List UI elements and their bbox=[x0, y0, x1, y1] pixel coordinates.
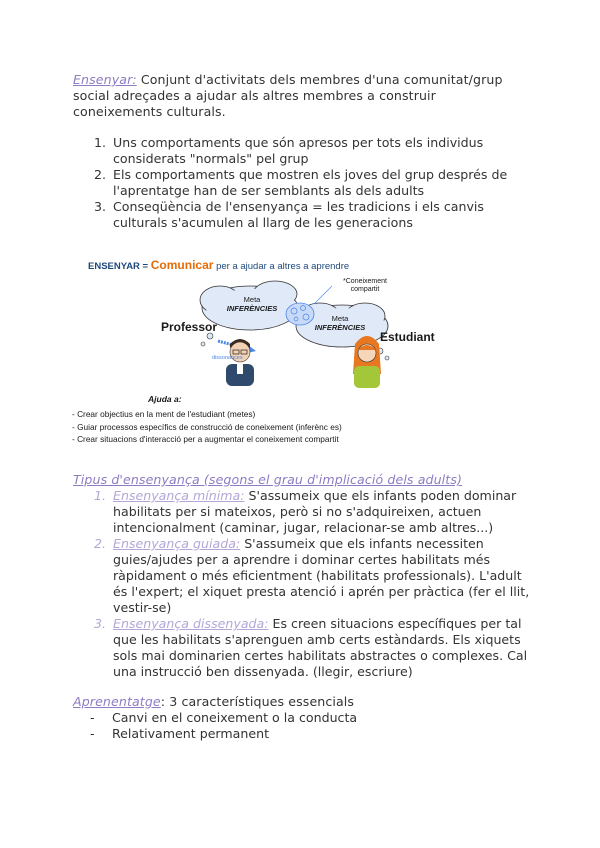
types-heading-text: Tipus d'ensenyança (segons el grau d'implicació dels adults) bbox=[73, 472, 462, 487]
shared-knowledge-label bbox=[330, 278, 400, 294]
cloud-right-text bbox=[308, 314, 372, 332]
cloud-left bbox=[200, 281, 298, 346]
diagram-title bbox=[88, 258, 349, 272]
shared-label-line1: *Coneixement bbox=[343, 278, 387, 285]
types-heading bbox=[73, 472, 533, 488]
arrow-label: dissonances bbox=[212, 355, 243, 361]
list-item: - Relativament permanent bbox=[90, 726, 470, 742]
cloud-left-text bbox=[220, 295, 284, 313]
list-item: 2. Els comportaments que mostren els joves del grup després de l'aprentatge han de ser semblants als dels adults bbox=[110, 167, 515, 199]
help-item: - Crear objectius en la ment de l'estudiant (metes) bbox=[72, 409, 256, 419]
learning-list bbox=[90, 710, 470, 742]
cloud-right-line1: Meta bbox=[331, 314, 349, 323]
type-text: S'assumeix que els infants necessiten guies/ajudes per a aprendre i dominar certes habilitats més ràpidament o més eficientment (habilitats professionals). L'adult és l'expert; el xiquet presta atenció i aprén per pràctica (fer el llit, vestir-se) bbox=[113, 536, 530, 615]
type-text: Es creen situacions específiques per tal que les habilitats s'aprenguen amb certs estàndards. Els xiquets sols mai dominarien certes habilitats abstractes o complexes. Cal una instrucció ben dissenyada. (llegir, escriure) bbox=[113, 616, 528, 679]
student-label: Estudiant bbox=[380, 330, 435, 344]
list-item: - Canvi en el coneixement o la conducta bbox=[90, 710, 470, 726]
type-text: S'assumeix que els infants poden dominar habilitats per si mateixos, però si no s'adquireixen, actuen intencionalment (caminar, jugar, relacionar-se amb altres...) bbox=[113, 488, 517, 535]
intro-definition: Conjunt d'activitats dels membres d'una comunitat/grup social adreçades a ajudar als altres membres a construir coneixements culturals. bbox=[73, 72, 503, 119]
type-term: Ensenyança dissenyada: bbox=[113, 616, 269, 631]
teaching-diagram bbox=[70, 256, 470, 446]
cloud-right-line2: INFERÈNCIES bbox=[314, 323, 366, 332]
diagram-title-prefix: ENSENYAR = bbox=[88, 261, 151, 272]
list-item: 1. Uns comportaments que són apresos per tots els individus considerats "normals" pel grup bbox=[110, 135, 515, 167]
learning-paragraph bbox=[73, 694, 518, 710]
list-item bbox=[110, 536, 530, 616]
professor-label: Professor bbox=[161, 320, 218, 334]
learning-term: Aprenentatge bbox=[73, 694, 161, 709]
list-item bbox=[110, 488, 530, 536]
list-item bbox=[110, 616, 530, 680]
help-item: - Guiar processos específics de construcció de coneixement (inferènc es) bbox=[72, 422, 342, 432]
cloud-left-line2: INFERÈNCIES bbox=[226, 304, 278, 313]
diagram-title-highlight: Comunicar bbox=[150, 258, 214, 272]
type-term: Ensenyança mínima: bbox=[113, 488, 245, 503]
shared-label-line2: compartit bbox=[350, 286, 380, 293]
points-list bbox=[90, 135, 515, 231]
types-list bbox=[90, 488, 530, 680]
help-title: Ajuda a: bbox=[148, 394, 182, 404]
intro-term: Ensenyar: bbox=[73, 72, 137, 87]
type-term: Ensenyança guiada: bbox=[113, 536, 241, 551]
diagram-title-suffix: per a ajudar a altres a aprendre bbox=[213, 261, 350, 272]
intro-paragraph bbox=[73, 72, 518, 120]
professor-figure bbox=[226, 339, 254, 386]
learning-text: : 3 característiques essencials bbox=[160, 694, 355, 709]
student-figure bbox=[353, 336, 381, 388]
list-item: 3. Conseqüència de l'ensenyança = les tradicions i els canvis culturals s'acumulen al llarg de les generacions bbox=[110, 199, 515, 231]
help-item: - Crear situacions d'interacció per a augmentar el coneixement compartit bbox=[72, 434, 339, 444]
cloud-left-line1: Meta bbox=[243, 295, 261, 304]
